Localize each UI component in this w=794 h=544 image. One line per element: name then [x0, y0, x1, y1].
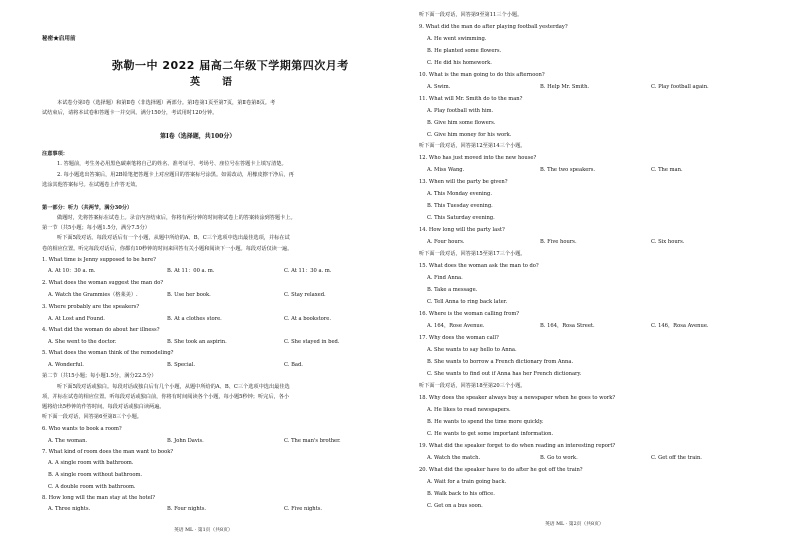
q14-option-c: C. Six hours.: [651, 239, 685, 245]
q13-option-c: C. This Saturday evening.: [427, 215, 495, 221]
notice-2a: 2. 每小题选出答案后，用2B铅笔把答题卡上对应题目的答案标号涂黑。如需改动，用橡皮擦干净后，再: [57, 172, 294, 178]
q8-option-c: C. Five nights.: [284, 506, 323, 512]
page-footer: 英语 ML · 第2页（共8页）: [545, 522, 604, 527]
dialogue-heading-12-14: 听下面一段对话，回答第12至第14三个小题。: [419, 143, 526, 149]
q13-option-b: B. This Tuesday evening.: [427, 203, 493, 209]
section-1-part-1: 第一节（共5小题；每小题1.5分，满分7.5分）: [42, 225, 150, 231]
question-5: 5. What does the woman think of the remodeling?: [42, 350, 174, 356]
question-12: 12. Who has just moved into the new house?: [419, 155, 537, 161]
q14-option-a: A. Four hours.: [427, 239, 465, 245]
q6-option-a: A. The woman.: [48, 438, 88, 444]
q8-option-b: B. Four nights.: [167, 506, 207, 512]
intro-line-2: 试结束后，请将本试卷和答题卡一并交回。满分150分，考试用时120分钟。: [42, 110, 218, 116]
question-17: 17. Why does the woman call?: [419, 335, 499, 341]
question-18: 18. Why does the speaker always buy a newspaper when he goes to work?: [419, 395, 616, 401]
dialogue-heading-15-17: 听下面一段对话，回答第15至第17三个小题。: [419, 251, 526, 257]
question-14: 14. How long will the party last?: [419, 227, 505, 233]
section-1-part-2-text-a: 听下面5段对话或独白。每段对话或独白后有几个小题，从题中所给的A、B、C三个选项中选出最佳选: [57, 384, 290, 390]
q3-option-a: A. At Lost and Found.: [48, 316, 105, 322]
question-20: 20. What did the speaker have to do after he got off the train?: [419, 467, 583, 473]
q4-option-c: C. She stayed in bed.: [284, 339, 340, 345]
q12-option-a: A. Miss Wang.: [427, 167, 465, 173]
q17-option-b: B. She wants to borrow a French dictionary from Anna.: [427, 359, 574, 365]
part-1-heading: 第Ⅰ卷（选择题，共100分）: [160, 133, 236, 140]
notice-1: 1. 答题前，考生务必用黑色碳素笔将自己的姓名、准考证号、考场号、座位号在答题卡上填写清楚。: [57, 161, 287, 167]
section-1-part-1-text-b: 卷的相应位置。听完每段对话后，你都有10秒钟的时间来回答有关小题和阅读下一小题。每段对话仅读一遍。: [42, 246, 293, 252]
q12-option-b: B. The two speakers.: [540, 167, 596, 173]
q6-option-b: B. John Davis.: [167, 438, 204, 444]
q7-option-c: C. A double room with bathroom.: [48, 484, 136, 490]
q8-option-a: A. Three nights.: [48, 506, 91, 512]
q16-option-c: C. 146，Rosa Avenue.: [651, 323, 709, 329]
q11-option-b: B. Give him some flowers.: [427, 120, 496, 126]
q2-option-c: C. Stay relaxed.: [284, 292, 326, 298]
q2-option-b: B. Use her book.: [167, 292, 211, 298]
section-1-part-2-text-c: 题将给出5秒钟的作答时间。每段对话或独白读两遍。: [42, 404, 165, 410]
q2-option-a: A. Watch the Grammies（格莱美）.: [48, 292, 138, 298]
q15-option-a: A. Find Anna.: [427, 275, 463, 281]
q18-option-b: B. He wants to spend the time more quickly.: [427, 419, 544, 425]
q5-option-c: C. Bad.: [284, 362, 303, 368]
q14-option-b: B. Five hours.: [540, 239, 577, 245]
section-1-part-2: 第二节（共15小题；每小题1.5分，满分22.5分）: [42, 373, 157, 379]
section-1-instructions: 做题时，先将答案标在试卷上。录音内容结束后，你将有两分钟的时间将试卷上的答案转涂到答题卡上。: [57, 215, 296, 221]
q10-option-c: C. Play football again.: [651, 84, 709, 90]
right-page: [397, 0, 794, 544]
q15-option-b: B. Take a message.: [427, 287, 478, 293]
section-1-heading: 第一部分：听力（共两节，满分30分）: [42, 205, 133, 211]
q20-option-c: C. Get on a bus soon.: [427, 503, 483, 509]
q20-option-a: A. Wait for a train going back.: [427, 479, 507, 485]
q18-option-c: C. He wants to get some important information.: [427, 431, 554, 437]
question-13: 13. When will the party be given?: [419, 179, 508, 185]
q3-option-b: B. At a clothes store.: [167, 316, 222, 322]
q5-option-b: B. Special.: [167, 362, 196, 368]
question-3: 3. Where probably are the speakers?: [42, 304, 140, 310]
q17-option-c: C. She wants to find out if Anna has her French dictionary.: [427, 371, 582, 377]
dialogue-heading-6-8: 听下面一段对话，回答第6至第8三个小题。: [42, 414, 142, 420]
q9-option-a: A. He went swimming.: [427, 36, 487, 42]
q1-option-b: B. At 11：00 a. m.: [167, 268, 215, 274]
q11-option-a: A. Play football with him.: [427, 108, 494, 114]
question-7: 7. What kind of room does the man want to book?: [42, 449, 174, 455]
q6-option-c: C. The man's brother.: [284, 438, 341, 444]
q19-option-c: C. Get off the train.: [651, 455, 702, 461]
subject-title: 英 语: [190, 77, 238, 88]
q9-option-b: B. He planted some flowers.: [427, 48, 502, 54]
dialogue-heading-9-11: 听下面一段对话，回答第9至第11三个小题。: [419, 12, 523, 18]
q11-option-c: C. Give him money for his work.: [427, 132, 512, 138]
q19-option-b: B. Go to work.: [540, 455, 578, 461]
exam-title: 弥勒一中 2022 届高二年级下学期第四次月考: [112, 59, 349, 72]
q7-option-a: A. A single room with bathroom.: [48, 460, 134, 466]
question-10: 10. What is the man going to do this afternoon?: [419, 72, 545, 78]
q17-option-a: A. She wants to say hello to Anna.: [427, 347, 517, 353]
confidential-mark: 秘密★启用前: [42, 36, 76, 42]
question-15: 15. What does the woman ask the man to do?: [419, 263, 539, 269]
q4-option-a: A. She went to the doctor.: [48, 339, 117, 345]
q10-option-a: A. Swim.: [427, 84, 451, 90]
question-4: 4. What did the woman do about her illness?: [42, 327, 160, 333]
page-footer: 英语 ML · 第1页（共8页）: [174, 528, 233, 533]
q1-option-a: A. At 10：30 a. m.: [48, 268, 96, 274]
q20-option-b: B. Walk back to his office.: [427, 491, 495, 497]
question-11: 11. What will Mr. Smith do to the man?: [419, 96, 523, 102]
notice-2b: 选涂其他答案标号。在试题卷上作答无效。: [42, 182, 141, 188]
q10-option-b: B. Help Mr. Smith.: [540, 84, 590, 90]
q18-option-a: A. He likes to read newspapers.: [427, 407, 511, 413]
question-19: 19. What did the speaker forget to do when reading an interesting report?: [419, 443, 616, 449]
question-2: 2. What does the woman suggest the man do?: [42, 280, 164, 286]
q16-option-a: A. 164，Rose Avenue.: [427, 323, 485, 329]
dialogue-heading-18-20: 听下面一段对话，回答第18至第20三个小题。: [419, 383, 526, 389]
q7-option-b: B. A single room without bathroom.: [48, 472, 143, 478]
q12-option-c: C. The man.: [651, 167, 683, 173]
section-1-part-2-text-b: 项，并标在试卷的相应位置。听每段对话或独白前，你将有时间阅读各个小题，每小题5秒钟；听完后，各小: [42, 394, 290, 400]
q15-option-c: C. Tell Anna to ring back later.: [427, 299, 508, 305]
question-9: 9. What did the man do after playing football yesterday?: [419, 24, 568, 30]
notice-heading: 注意事项：: [42, 151, 68, 157]
question-8: 8. How long will the man stay at the hotel?: [42, 495, 156, 501]
question-16: 16. Where is the woman calling from?: [419, 311, 520, 317]
section-1-part-1-text-a: 听下面5段对话。每段对话后有一个小题，从题中所给的A、B、C三个选项中选出最佳选项，并标在试: [57, 235, 290, 241]
q4-option-b: B. She took an aspirin.: [167, 339, 227, 345]
q1-option-c: C. At 11：30 a. m.: [284, 268, 332, 274]
question-1: 1. What time is Jenny supposed to be here?: [42, 257, 156, 263]
q13-option-a: A. This Monday evening.: [427, 191, 492, 197]
question-6: 6. Who wants to book a room?: [42, 426, 122, 432]
q9-option-c: C. He did his homework.: [427, 60, 492, 66]
q19-option-a: A. Watch the match.: [427, 455, 481, 461]
q5-option-a: A. Wonderful.: [48, 362, 84, 368]
intro-line-1: 本试卷分第Ⅰ卷（选择题）和第Ⅱ卷（非选择题）两部分。第Ⅰ卷第1页至第7页，第Ⅱ卷第8页。考: [57, 100, 276, 106]
q3-option-c: C. At a bookstore.: [284, 316, 331, 322]
q16-option-b: B. 164，Rosa Street.: [540, 323, 595, 329]
